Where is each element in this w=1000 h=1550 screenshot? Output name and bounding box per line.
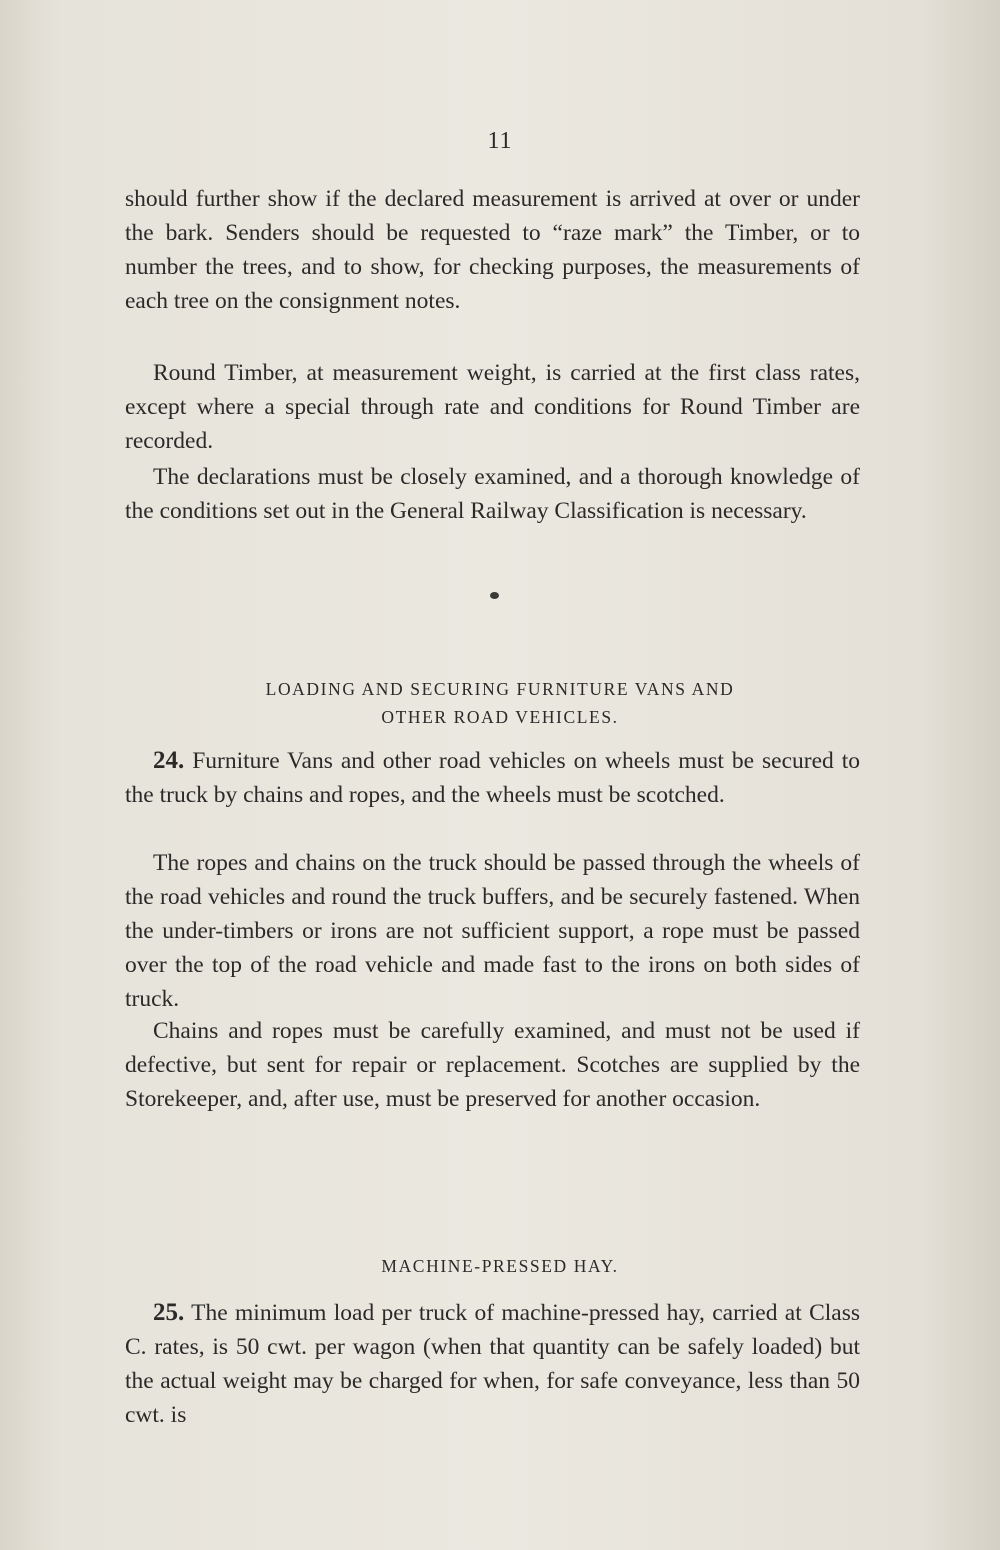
- heading-line-1: LOADING AND SECURING FURNITURE VANS AND: [265, 679, 735, 699]
- paragraph-round-timber: Round Timber, at measurement weight, is carried at the first class rates, except where a special through rate and conditions for Round Timber are recorded.: [125, 360, 860, 454]
- heading-line-2: OTHER ROAD VEHICLES.: [381, 707, 619, 727]
- paragraph-24-furniture-vans: [125, 744, 860, 812]
- paragraph-chains-examined: Chains and ropes must be carefully examined, and must not be used if defective, but sent for repair or replacement. Scotches are supplied by the Storekeeper, and, after use, must be preserved for another occasion.: [125, 1018, 860, 1112]
- paragraph-25-hay: [125, 1296, 860, 1432]
- section-number-25: 25.: [153, 1299, 185, 1326]
- paragraph-timber-measurement: should further show if the declared measurement is arrived at over or under the bark. Senders should be requested to “raze mark” the Timber, or to number the trees, and to show, for checking purposes, the measurements of each tree on the consignment notes.: [125, 186, 860, 314]
- page-number: 11: [487, 128, 513, 154]
- paragraph-ropes-and-chains: The ropes and chains on the truck should be passed through the wheels of the road vehicles and round the truck buffers, and be securely fastened. When the under-timbers or irons are not sufficient support, a rope must be passed over the top of the road vehicle and made fast to the irons on both sides of truck.: [125, 850, 860, 1012]
- section-heading-machine-pressed-hay: MACHINE-PRESSED HAY.: [381, 1256, 619, 1276]
- paragraph-24-text: Furniture Vans and other road vehicles on wheels must be secured to the truck by chains and ropes, and the wheels must be scotched.: [125, 748, 861, 808]
- section-number-24: 24.: [153, 747, 185, 774]
- section-ornament: [490, 592, 499, 599]
- paragraph-declarations: The declarations must be closely examined, and a thorough knowledge of the conditions set out in the General Railway Classification is necessary.: [125, 464, 860, 524]
- paragraph-25-text: The minimum load per truck of machine-pressed hay, carried at Class C. rates, is 50 cwt. per wagon (when that quantity can be safely loaded) but the actual weight may be charged for when, for safe conveyance, less than 50 cwt. is: [125, 1300, 860, 1428]
- section-heading-furniture-vans: [125, 675, 875, 731]
